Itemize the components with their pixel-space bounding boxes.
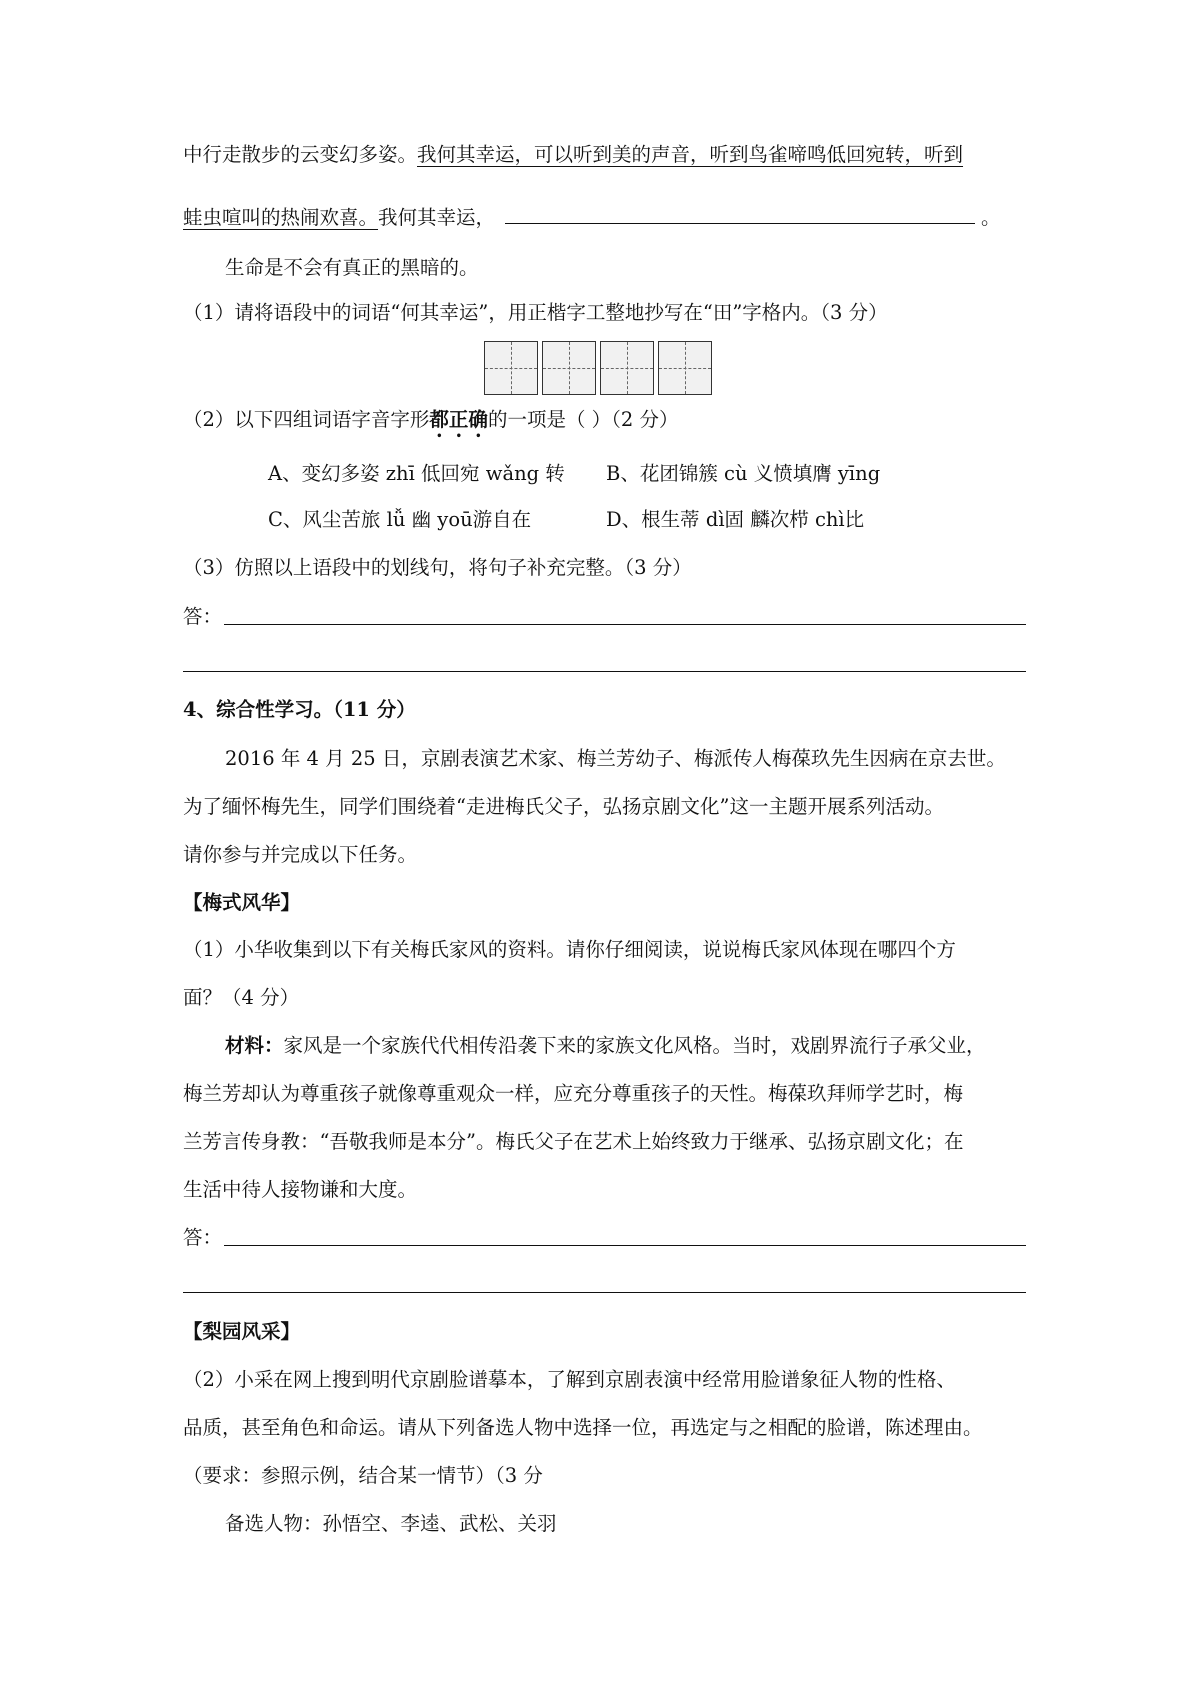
material-line (225, 1036, 986, 1056)
option-a: A、变幻多姿 zhī 低回宛 wǎng 转 (268, 462, 565, 485)
passage-plain-text: 中行走散步的云变幻多姿。 (183, 143, 418, 166)
material-label: 材料： (225, 1034, 284, 1057)
tianzige-cell[interactable] (658, 341, 712, 395)
subsection-question: （2）小采在网上搜到明代京剧脸谱摹本，了解到京剧表演中经常用脸谱象征人物的性格、 (183, 1368, 956, 1391)
section-4-intro: 为了缅怀梅先生，同学们围绕着“走进梅氏父子，弘扬京剧文化”这一主题开展系列活动。 (183, 795, 944, 818)
candidate-list: 备选人物：孙悟空、李逵、武松、关羽 (225, 1512, 557, 1535)
passage-line-end: 。 (981, 206, 1001, 229)
tianzige-cell[interactable] (600, 341, 654, 395)
answer-line[interactable] (183, 1292, 1026, 1293)
material-line: 兰芳言传身教：“吾敬我师是本分”。梅氏父子在艺术上始终致力于继承、弘扬京剧文化；在 (183, 1130, 964, 1153)
answer-line[interactable] (224, 1245, 1026, 1246)
question-2-suffix: 的一项是（ ）（2 分） (487, 408, 679, 431)
passage-underlined-sentence: 我何其幸运，可以听到美的声音，听到鸟雀啼鸣低回宛转，听到 (417, 143, 964, 166)
option-c: C、风尘苦旅 lǚ 幽 yoū游自在 (268, 508, 532, 531)
subsection-question: （要求：参照示例，结合某一情节）（3 分 (183, 1464, 543, 1487)
passage-line-1 (183, 145, 963, 165)
subsection-title: 【梅式风华】 (183, 891, 301, 914)
question-3: （3）仿照以上语段中的划线句，将句子补充完整。（3 分） (183, 556, 692, 579)
option-b: B、花团锦簇 cù 义愤填膺 yīng (606, 462, 881, 485)
subsection-question: （1）小华收集到以下有关梅氏家风的资料。请你仔细阅读，说说梅氏家风体现在哪四个方 (183, 938, 956, 961)
tianzige-grid (484, 341, 716, 395)
section-4-intro: 请你参与并完成以下任务。 (183, 843, 418, 866)
question-2 (183, 408, 679, 442)
answer-label: 答： (183, 1226, 223, 1249)
material-line: 生活中待人接物谦和大度。 (183, 1178, 418, 1201)
passage-underlined-sentence-end: 蛙虫喧叫的热闹欢喜。 (183, 206, 379, 229)
material-line: 梅兰芳却认为尊重孩子就像尊重观众一样，应充分尊重孩子的天性。梅葆玖拜师学艺时，梅 (183, 1082, 964, 1105)
answer-label: 答： (183, 605, 223, 628)
passage-line-3: 生命是不会有真正的黑暗的。 (225, 256, 479, 279)
tianzige-cell[interactable] (542, 341, 596, 395)
answer-line[interactable] (224, 624, 1026, 625)
fill-in-blank[interactable] (505, 207, 975, 224)
answer-line[interactable] (183, 671, 1026, 672)
passage-prompt-text: 我何其幸运， (378, 206, 496, 229)
subsection-question: 品质，甚至角色和命运。请从下列备选人物中选择一位，再选定与之相配的脸谱，陈述理由。 (183, 1416, 983, 1439)
passage-line-2 (183, 207, 1001, 228)
section-4-intro: 2016 年 4 月 25 日，京剧表演艺术家、梅兰芳幼子、梅派传人梅葆玖先生因病在京去世。 (225, 747, 1006, 770)
tianzige-cell[interactable] (484, 341, 538, 395)
material-text: 家风是一个家族代代相传沿袭下来的家族文化风格。当时，戏剧界流行子承父业， (283, 1034, 986, 1057)
subsection-title: 【梨园风采】 (183, 1320, 301, 1343)
question-2-emphasis: 都正确 (429, 408, 488, 431)
question-1: （1）请将语段中的词语“何其幸运”，用正楷字工整地抄写在“田”字格内。（3 分） (183, 301, 888, 324)
question-2-prefix: （2）以下四组词语字音字形 (183, 408, 430, 431)
section-4-heading: 4、综合性学习。（11 分） (183, 698, 416, 721)
subsection-question: 面？（4 分） (183, 986, 300, 1009)
option-d: D、根生蒂 dì固 麟次栉 chì比 (606, 508, 865, 531)
